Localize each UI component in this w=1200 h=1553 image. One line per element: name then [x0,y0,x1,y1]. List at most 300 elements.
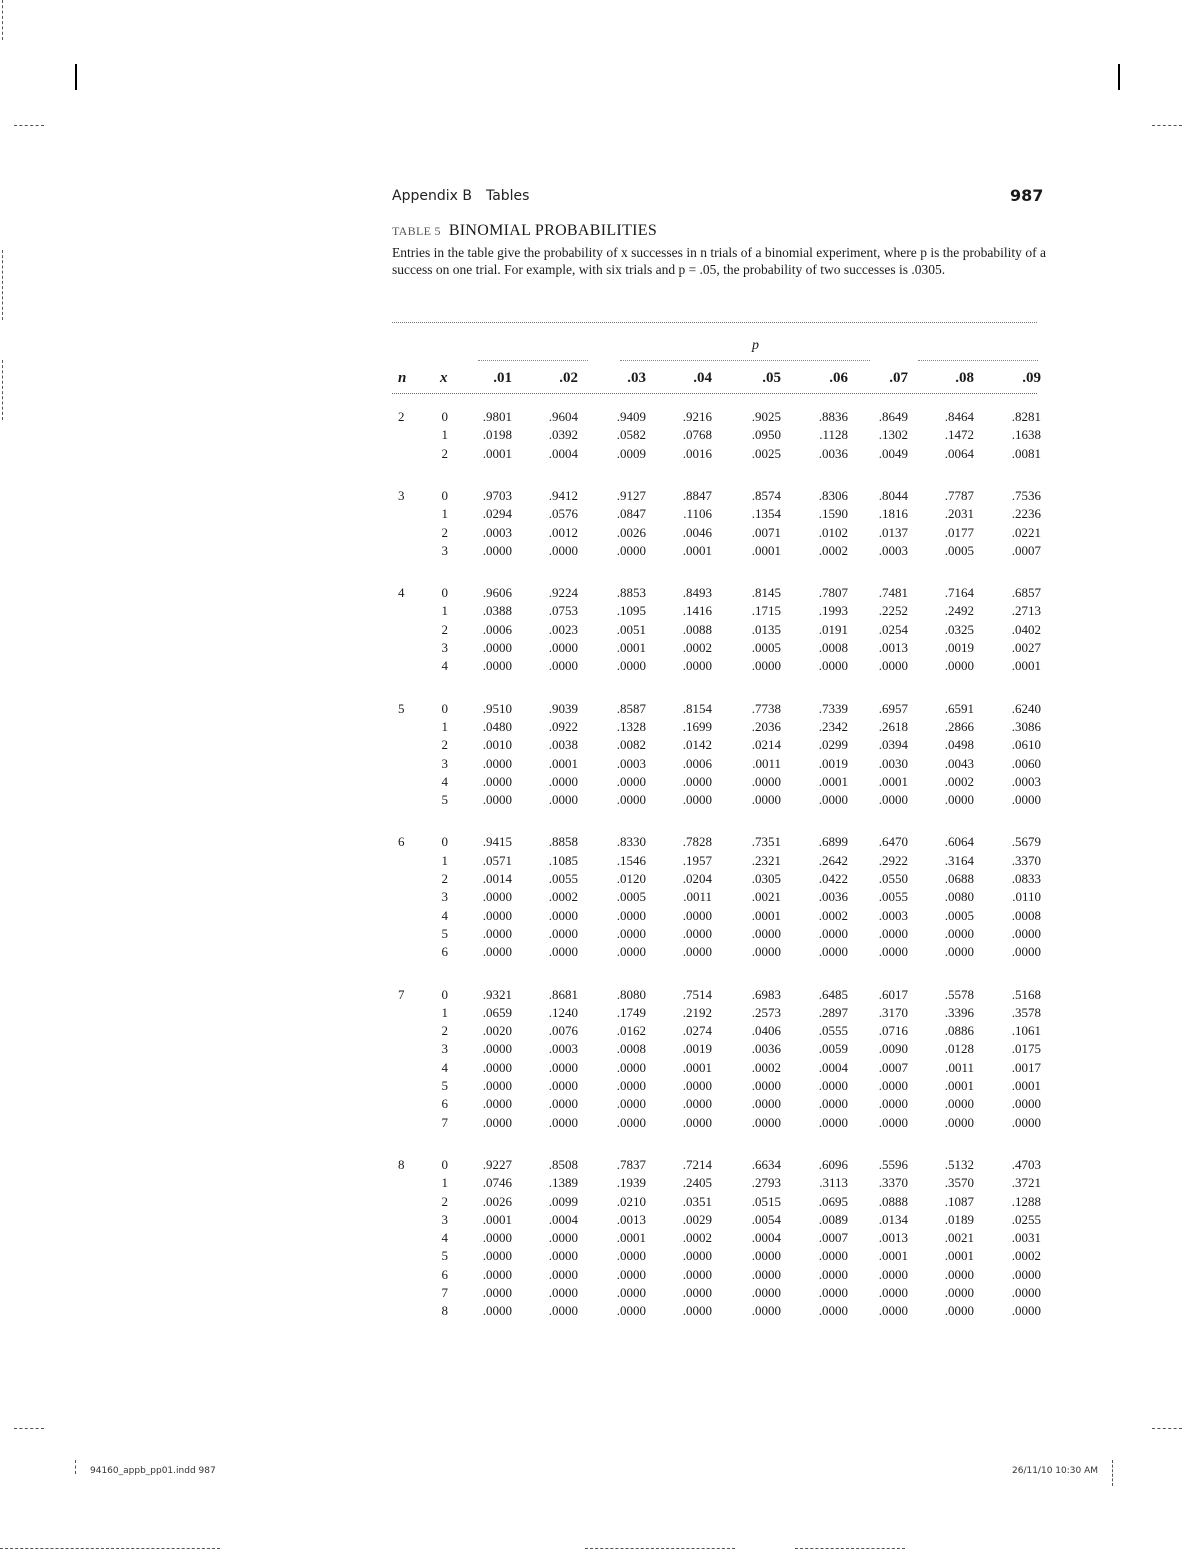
table-cell: .1816 [878,506,908,522]
x-value: 7 [441,1114,448,1130]
table-cell: .3086 [1011,718,1041,734]
table-cell: .8330 [616,834,646,850]
table-cell: .0003 [548,1041,578,1057]
table-cell: .0008 [818,640,848,655]
table-cell: .9606 [482,585,512,601]
table-cell: .0000 [548,773,578,789]
table-cell: .0099 [548,1193,578,1209]
table-cell: .0020 [482,1023,512,1039]
x-value: 5 [441,792,448,808]
table-cell: .0768 [682,427,712,443]
table-cell: .0000 [1011,1114,1041,1130]
table-cell: .0001 [818,773,848,789]
x-value: 1 [441,427,448,443]
table-cell: .0582 [616,427,646,443]
table-cell: .0000 [682,907,712,923]
table-cell: .1302 [878,427,908,443]
table-cell: .1288 [1011,1193,1041,1209]
table-cell: .0221 [1011,524,1041,540]
table-cell: .0175 [1011,1041,1041,1057]
table-cell: .0003 [1011,773,1041,789]
table-cell: .0191 [818,621,848,637]
table-cell: .0000 [482,1114,512,1130]
table-cell: .3113 [819,1175,848,1191]
table-cell: .0000 [682,1266,712,1282]
table-cell: .0000 [944,944,974,960]
table-cell: .0002 [944,773,974,789]
crop-mark [795,1548,905,1550]
table-cell: .9412 [548,487,578,503]
x-value: 1 [441,718,448,734]
n-column-header: n [398,370,407,386]
table-cell: .1128 [819,427,848,443]
x-value: 0 [441,1156,448,1172]
x-value: 4 [441,773,448,789]
x-value: 2 [441,1193,448,1209]
p-column-header: .02 [559,370,578,386]
table-cell: .0003 [482,524,512,540]
table-cell: .0060 [1011,755,1041,771]
x-value: 1 [441,1004,448,1020]
n-value: 7 [398,986,405,1002]
table-cell: .0011 [945,1059,974,1075]
table-cell: .0847 [616,506,646,522]
n-value: 2 [398,409,405,424]
table-cell: .4703 [1011,1156,1041,1172]
table-cell: .0000 [878,925,908,941]
crop-mark [75,64,77,90]
table-cell: .0001 [682,542,712,558]
table-cell: .8681 [548,986,578,1002]
table-cell: .2793 [751,1175,781,1191]
x-value: 0 [441,585,448,601]
x-value: 0 [441,834,448,850]
table-cell: .1939 [616,1175,646,1191]
table-cell: .0000 [944,1303,974,1319]
table-intro: Entries in the table give the probability of x successes in n trials of a binomial experiment, where p is the probability of a success on one trial. For example, with six trials and p = .05, the probability of two successes is .0305. [392,245,1046,277]
table-cell: .0000 [751,1266,781,1282]
table-cell: .0000 [1011,925,1041,941]
table-cell: .0576 [548,506,578,522]
table-cell: .6064 [944,834,974,850]
table-cell: .0000 [1011,1096,1041,1112]
table-cell: .0001 [548,755,578,771]
table-cell: .7787 [944,487,974,503]
x-value: 5 [441,1078,448,1093]
table-cell: .0000 [548,542,578,558]
table-cell: .6899 [818,834,848,850]
x-value: 0 [441,487,448,503]
table-cell: .0000 [682,1096,712,1112]
table-cell: .9039 [548,700,578,716]
table-cell: .0031 [1011,1230,1041,1246]
table-cell: .0019 [682,1041,712,1057]
table-cell: .0480 [482,718,512,734]
table-cell: .0000 [482,1303,512,1319]
table-cell: .0000 [818,944,848,960]
x-value: 3 [441,1041,448,1057]
table-cell: .0001 [751,907,781,923]
table-cell: .0886 [944,1023,974,1039]
table-cell: .0833 [1011,871,1041,886]
table-cell: .0610 [1011,737,1041,753]
table-cell: .8493 [682,585,712,601]
table-cell: .0000 [482,1096,512,1112]
x-value: 1 [441,506,448,522]
crop-mark [75,1460,77,1474]
table-cell: .0000 [548,1096,578,1112]
header-rule [392,393,1037,394]
table-cell: .3570 [944,1175,974,1191]
table-cell: .5679 [1011,834,1041,850]
table-cell: .8145 [751,585,781,601]
table-cell: .0081 [1011,445,1041,461]
table-cell: .2236 [1011,506,1041,522]
table-cell: .0000 [548,1230,578,1246]
table-cell: .0254 [878,621,908,637]
table-cell: .7514 [682,986,712,1002]
table-cell: .1106 [683,506,712,522]
table-cell: .0000 [751,773,781,789]
table-cell: .0000 [682,944,712,960]
table-cell: .0000 [944,1266,974,1282]
table-cell: .7351 [751,834,781,850]
table-cell: .0076 [548,1023,578,1039]
table-cell: .0214 [751,737,781,753]
section-name: Appendix B [392,188,472,204]
table-cell: .0000 [878,1078,908,1093]
table-cell: .0013 [616,1211,646,1227]
table-cell: .0000 [616,1285,646,1300]
table-cell: .9409 [616,409,646,424]
table-cell: .8858 [548,834,578,850]
table-cell: .0000 [751,925,781,941]
table-cell: .0003 [878,907,908,923]
table-cell: .0007 [878,1059,908,1075]
table-cell: .1085 [548,852,578,868]
crop-mark [1118,64,1120,90]
table-cell: .0000 [616,1096,646,1112]
table-cell: .0406 [751,1023,781,1039]
table-cell: .0000 [1011,1303,1041,1319]
table-cell: .0000 [482,925,512,941]
table-cell: .0000 [944,1285,974,1300]
p-column-header: .01 [493,370,512,386]
table-cell: .9216 [682,409,712,424]
table-cell: .7481 [878,585,908,601]
table-cell: .0000 [482,889,512,905]
footer-file: 94160_appb_pp01.indd 987 [90,1466,216,1476]
p-column-header: .06 [829,370,848,386]
table-cell: .0000 [878,658,908,674]
crop-mark [585,1548,735,1550]
table-cell: .2192 [682,1004,712,1020]
table-cell: .0002 [682,1230,712,1246]
table-cell: .3396 [944,1004,974,1020]
table-cell: .0000 [751,1285,781,1300]
crop-mark [2,360,4,420]
table-cell: .0394 [878,737,908,753]
table-cell: .0000 [682,1078,712,1093]
table-cell: .7828 [682,834,712,850]
table-title: BINOMIAL PROBABILITIES [448,222,658,239]
table-cell: .8281 [1011,409,1041,424]
table-cell: .0000 [482,640,512,655]
table-cell: .0013 [878,1230,908,1246]
table-cell: .0001 [482,445,512,461]
table-cell: .7164 [944,585,974,601]
table-cell: .0000 [878,1285,908,1300]
table-cell: .0000 [682,1303,712,1319]
table-cell: .0002 [818,907,848,923]
table-cell: .0000 [682,658,712,674]
table-cell: .0392 [548,427,578,443]
table-cell: .0137 [878,524,908,540]
table-cell: .0000 [616,1303,646,1319]
table-cell: .0090 [878,1041,908,1057]
table-cell: .9025 [751,409,781,424]
table-cell: .0000 [616,907,646,923]
table-cell: .0753 [548,603,578,619]
table-cell: .0004 [751,1230,781,1246]
table-cell: .0000 [482,1041,512,1057]
table-cell: .0351 [682,1193,712,1209]
table-cell: .0000 [751,792,781,808]
table-cell: .0004 [548,1211,578,1227]
table-cell: .0019 [944,640,974,655]
table-cell: .0000 [482,1248,512,1264]
table-cell: .6017 [878,986,908,1002]
table-cell: .0000 [944,1096,974,1112]
crop-mark [14,1428,44,1430]
x-value: 4 [441,1059,448,1075]
table-cell: .6240 [1011,700,1041,716]
table-cell: .2492 [944,603,974,619]
table-cell: .0142 [682,737,712,753]
table-cell: .9510 [482,700,512,716]
table-cell: .0000 [682,1114,712,1130]
table-cell: .9321 [482,986,512,1002]
table-cell: .0064 [944,445,974,461]
table-cell: .1546 [616,852,646,868]
x-value: 3 [441,755,448,771]
table-cell: .8836 [818,409,848,424]
table-cell: .1715 [751,603,781,619]
table-cell: .6591 [944,700,974,716]
table-cell: .0026 [616,524,646,540]
table-cell: .0017 [1011,1059,1041,1075]
n-value: 8 [398,1156,405,1172]
table-cell: .0000 [818,1248,848,1264]
table-cell: .0000 [482,907,512,923]
table-cell: .0016 [682,445,712,461]
table-cell: .0026 [482,1193,512,1209]
table-cell: .0128 [944,1041,974,1057]
table-cell: .0000 [751,658,781,674]
table-cell: .0189 [944,1211,974,1227]
table-cell: .0089 [818,1211,848,1227]
n-value: 5 [398,700,405,716]
table-cell: .0204 [682,871,712,886]
table-cell: .0000 [878,792,908,808]
table-cell: .1416 [682,603,712,619]
table-cell: .0000 [548,640,578,655]
table-cell: .0051 [616,621,646,637]
crop-mark [2,0,4,40]
table-cell: .0000 [682,792,712,808]
table-cell: .0011 [683,889,712,905]
table-cell: .0036 [751,1041,781,1057]
table-cell: .0000 [751,1114,781,1130]
table-cell: .0010 [482,737,512,753]
table-cell: .8080 [616,986,646,1002]
table-cell: .0001 [878,1248,908,1264]
x-value: 4 [441,907,448,923]
table-cell: .0000 [818,1078,848,1093]
table-top-rule [392,322,1037,323]
table-cell: .2036 [751,718,781,734]
table-cell: .6957 [878,700,908,716]
table-cell: .1957 [682,852,712,868]
x-value: 3 [441,542,448,558]
x-value: 6 [441,1096,448,1112]
table-cell: .8847 [682,487,712,503]
p-span-rule [478,360,588,361]
table-cell: .0002 [1011,1248,1041,1264]
crop-mark [0,1548,220,1550]
x-value: 8 [441,1303,448,1319]
table-cell: .0005 [751,640,781,655]
table-cell: .0388 [482,603,512,619]
table-cell: .0000 [482,1266,512,1282]
table-cell: .6096 [818,1156,848,1172]
table-caption [392,222,657,240]
table-cell: .6470 [878,834,908,850]
crop-mark [14,125,44,127]
table-cell: .0023 [548,621,578,637]
table-cell: .0688 [944,871,974,886]
table-cell: .0019 [818,755,848,771]
table-cell: .0082 [616,737,646,753]
table-cell: .0000 [751,944,781,960]
table-cell: .0000 [878,1114,908,1130]
table-cell: .0198 [482,427,512,443]
x-value: 5 [441,1248,448,1264]
table-cell: .0021 [944,1230,974,1246]
table-cell: .0000 [616,1114,646,1130]
table-cell: .1087 [944,1193,974,1209]
crop-mark [2,250,4,320]
table-cell: .0008 [1011,907,1041,923]
table-cell: .7214 [682,1156,712,1172]
table-cell: .0000 [1011,944,1041,960]
table-cell: .0555 [818,1023,848,1039]
table-cell: .0746 [482,1175,512,1191]
crop-mark [1112,1460,1114,1486]
table-cell: .1354 [751,506,781,522]
table-cell: .0059 [818,1041,848,1057]
table-cell: .0000 [818,1096,848,1112]
table-cell: .9801 [482,409,512,424]
p-column-header: .09 [1022,370,1041,386]
x-value: 2 [441,871,448,886]
table-cell: .9224 [548,585,578,601]
table-cell: .0000 [818,1114,848,1130]
table-cell: .0007 [1011,542,1041,558]
table-cell: .0001 [482,1211,512,1227]
table-cell: .1993 [818,603,848,619]
table-cell: .0001 [751,542,781,558]
table-cell: .0000 [482,1230,512,1246]
x-column-header: x [440,370,448,386]
table-cell: .0000 [944,658,974,674]
table-cell: .0000 [818,792,848,808]
table-cell: .0695 [818,1193,848,1209]
table-cell: .1472 [944,427,974,443]
table-cell: .0550 [878,871,908,886]
table-cell: .6634 [751,1156,781,1172]
x-value: 2 [441,737,448,753]
table-cell: .0001 [616,1230,646,1246]
table-cell: .2405 [682,1175,712,1191]
table-cell: .0007 [818,1230,848,1246]
table-cell: .0294 [482,506,512,522]
x-value: 1 [441,852,448,868]
table-cell: .0305 [751,871,781,886]
table-cell: .0110 [1012,889,1041,905]
x-value: 6 [441,944,448,960]
table-cell: .0001 [944,1078,974,1093]
table-cell: .0000 [616,1059,646,1075]
table-cell: .8587 [616,700,646,716]
table-cell: .0000 [944,792,974,808]
table-cell: .0000 [682,1248,712,1264]
table-cell: .2866 [944,718,974,734]
n-value: 4 [398,585,405,601]
table-cell: .9227 [482,1156,512,1172]
table-cell: .2252 [878,603,908,619]
table-cell: .7738 [751,700,781,716]
crop-mark [1152,1428,1182,1430]
table-cell: .0000 [818,1285,848,1300]
table-cell: .0000 [1011,792,1041,808]
table-cell: .8508 [548,1156,578,1172]
table-cell: .0004 [818,1059,848,1075]
p-label: p [752,338,759,353]
table-cell: .0000 [548,1059,578,1075]
table-cell: .0005 [616,889,646,905]
table-cell: .0000 [751,1303,781,1319]
table-cell: .0000 [818,1266,848,1282]
table-cell: .0255 [1011,1211,1041,1227]
table-cell: .0000 [878,1266,908,1282]
table-cell: .0046 [682,524,712,540]
table-cell: .0325 [944,621,974,637]
table-cell: .3578 [1011,1004,1041,1020]
x-value: 3 [441,1211,448,1227]
x-value: 3 [441,889,448,905]
table-cell: .8649 [878,409,908,424]
table-cell: .8044 [878,487,908,503]
table-cell: .7339 [818,700,848,716]
p-column-header: .07 [889,370,908,386]
table-cell: .0498 [944,737,974,753]
table-cell: .0001 [878,773,908,789]
table-cell: .0012 [548,524,578,540]
table-cell: .0001 [1011,1078,1041,1093]
table-cell: .0134 [878,1211,908,1227]
table-cell: .0004 [548,445,578,461]
